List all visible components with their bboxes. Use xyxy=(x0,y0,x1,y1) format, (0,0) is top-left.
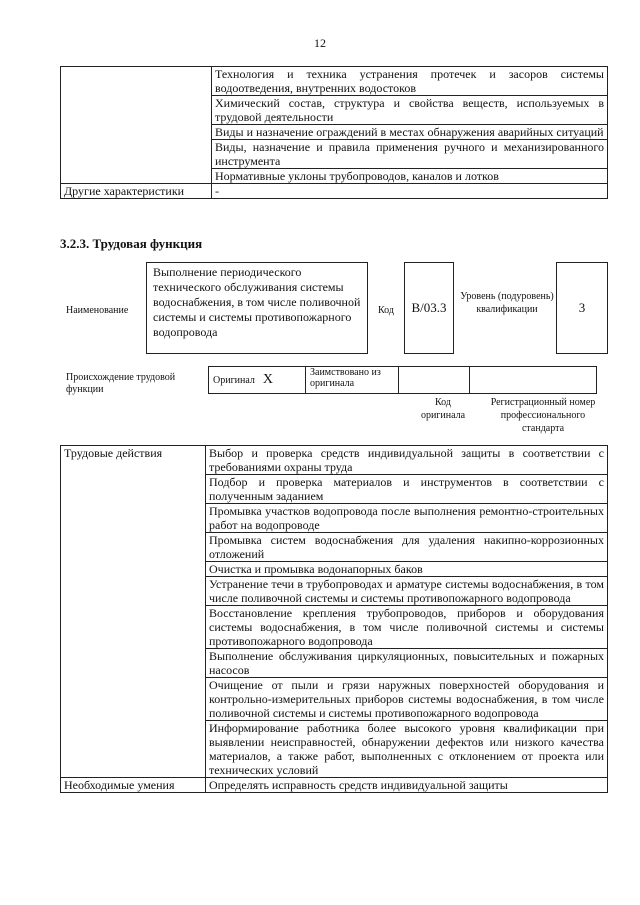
table-cell: Технология и техника устранения протечек и засоров системы водоотведения, внутренних водостоков xyxy=(212,67,608,96)
code-label: Код xyxy=(378,305,394,316)
borrowed-cell: Заимствовано из оригинала xyxy=(306,367,399,394)
page-number: 12 xyxy=(314,36,326,50)
labor-actions-table xyxy=(60,445,608,793)
origin-label: Происхождение трудовой функции xyxy=(66,372,176,395)
knowledge-table xyxy=(60,66,608,199)
skills-label: Необходимые умения xyxy=(61,778,206,793)
code-original-cell xyxy=(399,367,470,394)
table-cell: Виды, назначение и правила применения ручного и механизированного инструмента xyxy=(212,140,608,169)
code-original-caption: Код оригинала xyxy=(420,397,466,421)
section-title: 3.2.3. Трудовая функция xyxy=(60,236,203,251)
actions-label: Трудовые действия xyxy=(61,446,206,778)
level-label: Уровень (подуровень) квалификации xyxy=(460,291,554,315)
table-cell: Промывка участков водопровода после выполнения ремонтно-строительных работ на водопроводе xyxy=(206,504,608,533)
original-cell xyxy=(209,367,306,394)
table-cell-empty xyxy=(61,67,212,184)
table-cell: Химический состав, структура и свойства веществ, используемых в трудовой деятельности xyxy=(212,96,608,125)
origin-table xyxy=(208,366,597,394)
table-cell: Информирование работника более высокого уровня квалификации при выявлении неисправностей, обнаружении дефектов или низкого качества материалов, а также работ, выполненных с отклонением от проекта или технических условий xyxy=(206,721,608,778)
reg-number-cell xyxy=(470,367,597,394)
name-label: Наименование xyxy=(66,305,129,316)
table-row xyxy=(61,446,608,475)
table-cell: Промывка систем водоснабжения для удаления накипно-коррозионных отложений xyxy=(206,533,608,562)
table-cell: Нормативные уклоны трубопроводов, каналов и лотков xyxy=(212,169,608,184)
other-characteristics-value: - xyxy=(212,184,608,199)
table-cell: Выбор и проверка средств индивидуальной защиты в соответствии с требованиями охраны труда xyxy=(206,446,608,475)
reg-number-caption: Регистрационный номер профессионального стандарта xyxy=(490,397,596,434)
table-cell: Очищение от пыли и грязи наружных поверхностей оборудования и контрольно-измерительных приборов системы водоснабжения, в том числе поливочной системы и системы противопожарного водопровода xyxy=(206,678,608,721)
table-row xyxy=(61,67,608,96)
original-label: Оригинал xyxy=(213,375,255,386)
table-cell: Определять исправность средств индивидуальной защиты xyxy=(206,778,608,793)
table-cell: Подбор и проверка материалов и инструментов в соответствии с полученным заданием xyxy=(206,475,608,504)
table-row xyxy=(61,184,608,199)
original-mark: X xyxy=(262,372,274,387)
table-row xyxy=(61,778,608,793)
table-cell: Виды и назначение ограждений в местах обнаружения аварийных ситуаций xyxy=(212,125,608,140)
function-name-box: Выполнение периодического технического обслуживания системы водоснабжения, в том числе поливочной системы и системы противопожарного водопровода xyxy=(146,262,368,354)
level-box: 3 xyxy=(556,262,608,354)
table-row xyxy=(209,367,597,394)
table-cell: Выполнение обслуживания циркуляционных, повысительных и пожарных насосов xyxy=(206,649,608,678)
table-cell: Очистка и промывка водонапорных баков xyxy=(206,562,608,577)
code-box: В/03.3 xyxy=(404,262,454,354)
other-characteristics-label: Другие характеристики xyxy=(61,184,212,199)
table-cell: Устранение течи в трубопроводах и арматуре системы водоснабжения, в том числе поливочной системы и системы противопожарного водопровода xyxy=(206,577,608,606)
table-cell: Восстановление крепления трубопроводов, приборов и оборудования системы водоснабжения, в том числе поливочной системы и системы противопожарного водопровода xyxy=(206,606,608,649)
